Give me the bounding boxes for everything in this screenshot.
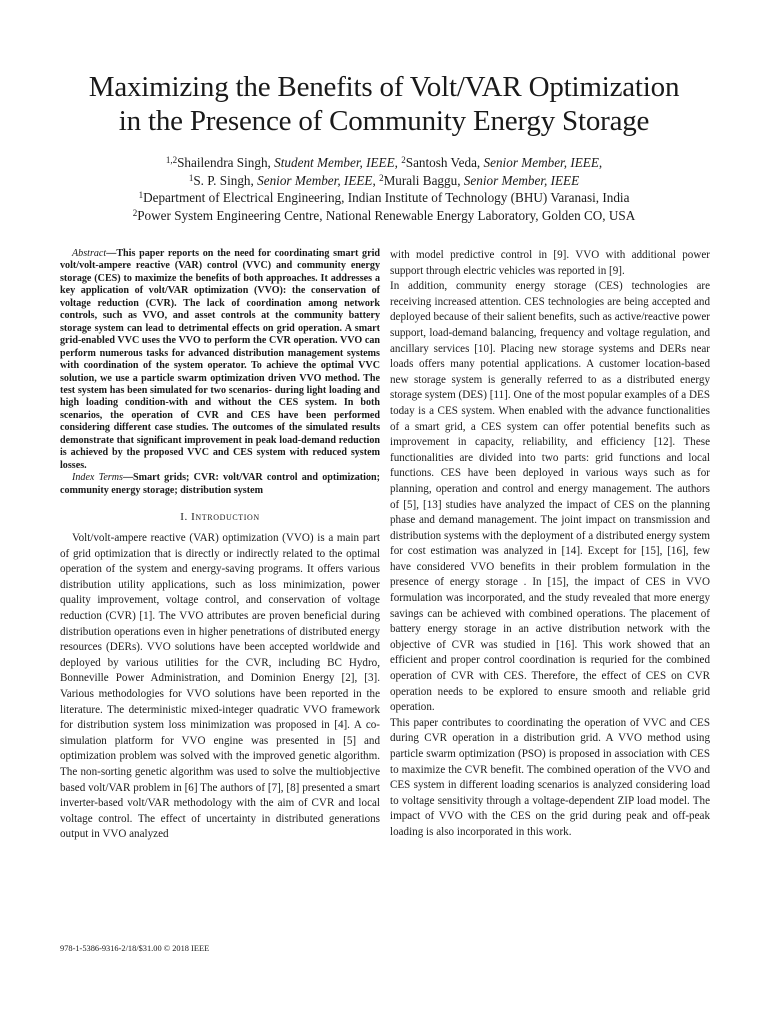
author-separator: , [372, 172, 380, 188]
abstract-label: Abstract [72, 248, 107, 259]
abstract-text: —This paper reports on the need for coordinating smart grid volt/volt-ampere reactive (VAR) control (VVC) and community energy storage (CES) to maximize the benefits of both approaches. It addresses a key application of volt/VAR optimization (VVO): the conservation of voltage reduction (CVR). The lack of coordination among network controls, such as VVO, and asset controls at the community battery storage system can lead to detrimental effects on grid operation. A smart grid-enabled VVC uses the VVO to perform the CVR operation. VVO can perform numerous tasks for advanced distribution management systems with coordination of the system operator. To achieve the optimal VVC solution, we use a particle swarm optimization driven VVO method. The test system has been simulated for two scenarios- during light loading and high loading condition-with and without the CES system. In both scenarios, the operation of CVR and CES have been performed considering different case studies. The outcomes of the simulated results demonstrate that significant improvement in peak load-demand reduction is achieved by the proposed VVC and CES system with reduced system losses. [60, 248, 380, 471]
index-terms-label: Index Terms [72, 472, 123, 484]
section-heading: I. Introduction [180, 511, 260, 524]
intro-paragraph-1: Volt/volt-ampere reactive (VAR) optimization (VVO) is a main part of grid optimization that is directly or indirectly related to the optimal operation of the system and energy-saving programs. It offers various distribution utility applications, such as loss minimization, power quality improvement, voltage control, and conservation of voltage reduction (CVR) [1]. The VVO attributes are proven beneficial during distribution operations even in higher penetrations of distributed energy resources (DERs). VVO solutions have been accepted worldwide and deployed by various utilities for the CVR, including BC Hydro, Bonneville Power Administration, and Dominion Energy [2], [3]. Various methodologies for VVO solutions have been reported in the literature. The deterministic mixed-integer quadratic VVO framework for distribution system loss minimization was proposed in [4]. A co-simulation platform for VVO engine was presented in [5] and optimization problem was solved with the improved genetic algorithm. The non-sorting genetic algorithm was used to solve the multiobjective based volt/VAR problem in [6] The authors of [7], [8] presented a smart inverter-based volt/VAR methodology with the aim of CVR and local voltage control. The effect of uncertainty in distributed generations output in VVO analyzed [60, 532, 380, 841]
affiliation-1 [40, 189, 728, 207]
author-name: Santosh Veda, [405, 155, 484, 170]
intro-paragraph-2: In addition, community energy storage (CES) technologies are receiving increased attention. CES technologies are being accepted and deployed because of their salient benefits, such as active/reactive power support, load-demand balancing, frequency and voltage regulation, and ancillary services [10]. Placing new storage systems and DERs near loads offers many potential applications. A customer location-based new storage system is generally referred to as a distributed energy storage system (DES) [11]. One of the most popular examples of a DES today is a CES system. When enabled with the advance functionalities of a smart grid, a CES system can offer potential benefits such as improvement in capacity, reliability, and efficiency [12]. These functionalities are divided into two parts: grid functions and local functions. CES have been deployed in various ways such as for planning, operation and control and energy management. The authors of [5], [13] studies have analyzed the impact of CES on the planning phase and demand management. The joint impact on transmission and distribution systems with the deployment of a distributed energy system for cost estimation was analyzed in [14]. Except for [15], [16], few have considered VVO benefits in their problem formulation in the presence of energy storage . In [15], the impact of CES in VVO formulation was incorporated, and the study revealed that more energy savings can be achieved with combined operations. The placement of battery energy storage in an active distribution network with the objective of CVR was studied in [16]. This work showed that an efficient and proper control coordination is requried for the combined operation of CVR with CES. Therefore, the effect of CES on CVR operation needs to be explored to ensure smooth and reliable grid operation. [390, 280, 710, 714]
author-separator: , [598, 155, 603, 170]
title-line-1: Maximizing the Benefits of Volt/VAR Optimization [88, 71, 680, 103]
affiliation-sup: 2 [132, 207, 138, 218]
author-role: Student Member, IEEE [274, 155, 395, 170]
affiliation-sup: 2 [401, 155, 406, 165]
affiliation-sup: 1 [188, 172, 194, 183]
author-name: Murali Baggu, [383, 172, 464, 188]
author-role: Senior Member, IEEE [463, 172, 580, 188]
author-line-1 [40, 154, 728, 172]
author-line-2 [40, 172, 728, 190]
affiliation-sup: 1,2 [165, 155, 178, 165]
author-name: S. P. Singh, [193, 172, 258, 188]
abstract [60, 248, 380, 472]
affiliation-text: Department of Electrical Engineering, Indian Institute of Technology (BHU) Varanasi, India [143, 190, 630, 205]
affiliation-sup: 2 [379, 172, 384, 183]
intro-paragraph-3: This paper contributes to coordinating the operation of VVC and CES during CVR operation in a distribution grid. A VVO method using particle swarm optimization (PSO) is proposed in association with CES to maximize the CVR benefit. The combined operation of the VVO and CES system in different loading scenarios is analyzed considering load to voltage sensitivity through a voltage-dependent ZIP load model. The impact of VVO with the CES on the grid during peak and off-peak loading is also incorporated in this work. [390, 716, 710, 838]
left-column [60, 248, 380, 843]
index-terms-text: —Smart grids; CVR: volt/VAR control and optimization; community energy storage; distribution system [60, 472, 380, 496]
index-terms [60, 472, 380, 497]
author-separator: , [394, 155, 402, 170]
affiliation-text: Power System Engineering Centre, National Renewable Energy Laboratory, Golden CO, USA [137, 207, 636, 223]
right-column [390, 248, 710, 841]
author-role: Senior Member, IEEE [483, 155, 599, 170]
affiliation-sup: 1 [138, 190, 144, 200]
intro-paragraph-1-cont: with model predictive control in [9]. VVO with additional power support through electric vehicles was reported in [9]. [390, 249, 710, 277]
author-role: Senior Member, IEEE [257, 172, 373, 188]
title-line-2: in the Presence of Community Energy Storage [118, 105, 650, 137]
author-name: Shailendra Singh, [177, 155, 275, 170]
author-block [40, 154, 728, 224]
affiliation-2 [40, 207, 728, 225]
copyright-footnote: 978-1-5386-9316-2/18/$31.00 © 2018 IEEE [60, 944, 210, 953]
paper-title [40, 70, 728, 138]
